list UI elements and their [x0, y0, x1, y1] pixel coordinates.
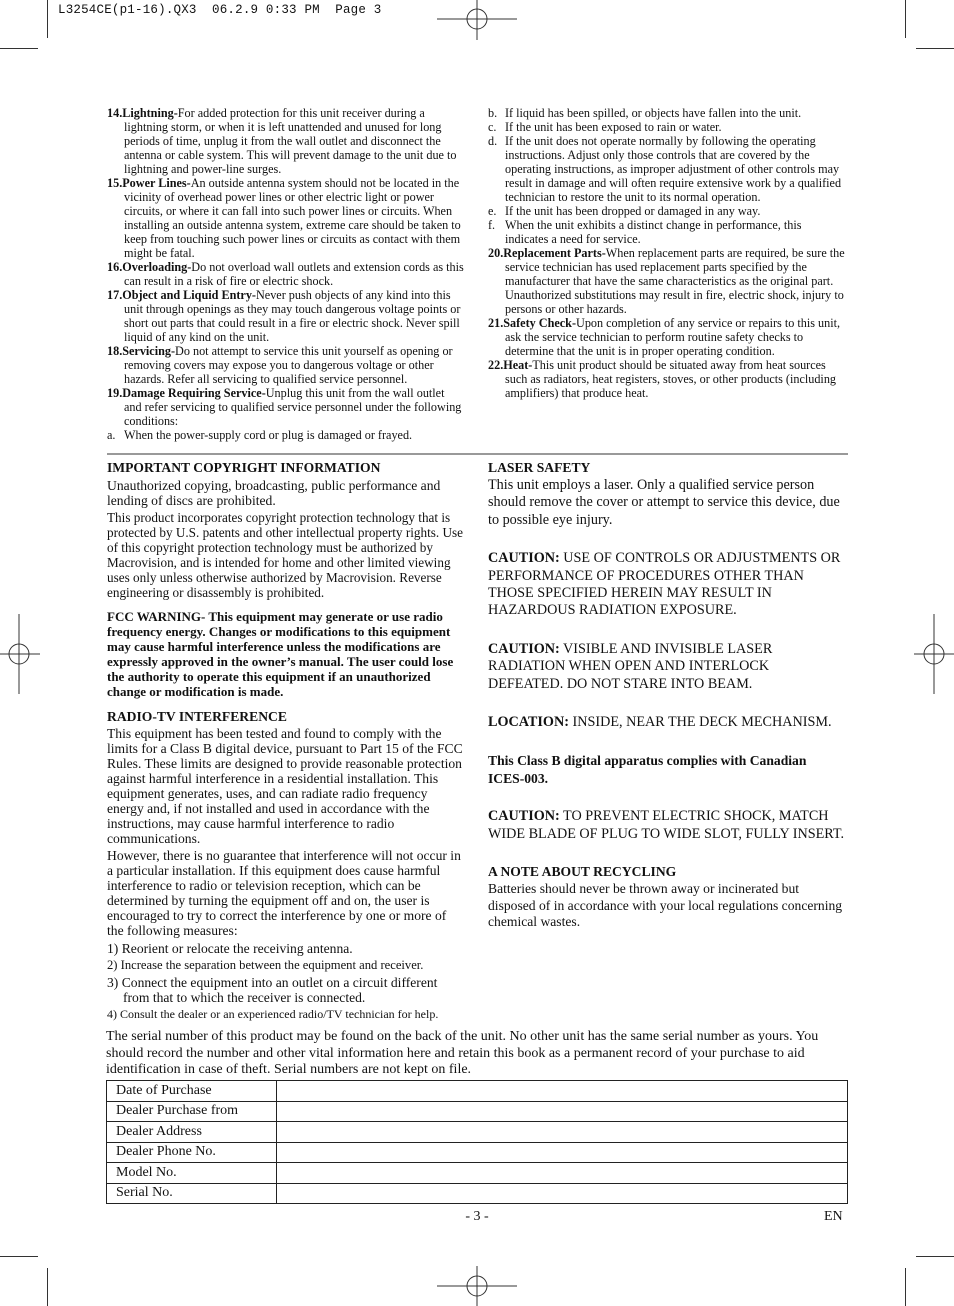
copyright-paragraph: Unauthorized copying, broadcasting, public performance and lending of discs are prohibited. [107, 478, 441, 508]
safety-item: 18.Servicing-Do not attempt to service this unit yourself as opening or removing covers may expose you to dangerous voltage or other hazards. Refer all servicing to qualified service personnel. [107, 344, 453, 386]
laser-safety-column [488, 460, 846, 931]
crop-mark [916, 1256, 954, 1257]
caution-block: CAUTION: TO PREVENT ELECTRIC SHOCK, MATCH WIDE BLADE OF PLUG TO WIDE SLOT, FULLY INSERT. [488, 808, 845, 842]
record-label: Dealer Address [107, 1122, 277, 1143]
crop-mark [47, 1268, 48, 1306]
table-row [107, 1163, 848, 1184]
measure-item: 2) Increase the separation between the equipment and receiver. [107, 958, 424, 972]
table-row [107, 1122, 848, 1143]
crop-mark [0, 48, 38, 49]
condition-item: b. If liquid has been spilled, or objects have fallen into the unit. [488, 106, 802, 120]
record-label: Serial No. [107, 1183, 277, 1204]
record-label: Dealer Purchase from [107, 1101, 277, 1122]
copyright-fcc-column [107, 460, 465, 1022]
radio-tv-paragraph: However, there is no guarantee that interference will not occur in a particular installation. If this equipment does cause harmful interference to radio or television reception, which can be determined by turning the equipment off and on, the user is encouraged to try to correct the interference by one or more of the following measures: [107, 848, 461, 938]
condition-item: c. If the unit has been exposed to rain or water. [488, 120, 722, 134]
crop-mark [905, 0, 906, 38]
safety-item: 15.Power Lines-An outside antenna system should not be located in the vicinity of overhead power lines or other electric light or power circuits, or where it can fall into such power lines or circuits. When installing an outside antenna system, extreme care should be taken to keep from touching such power lines or circuits as contact with them might be fatal. [107, 176, 461, 260]
measure-item: 1) Reorient or relocate the receiving antenna. [107, 941, 353, 956]
registration-mark-icon [914, 614, 954, 694]
purchase-record-table [106, 1080, 848, 1204]
record-label: Model No. [107, 1163, 277, 1184]
condition-item: d. If the unit does not operate normally by following the operating instructions. Adjust only those controls that are covered by the operating instructions, as improper adjustment of other controls may result in damage and will often require extensive work by a qualified technician to restore the unit to its normal operation. [488, 134, 842, 204]
fcc-warning: FCC WARNING- This equipment may generate or use radio frequency energy. Changes or modifications to this equipment may cause harmful interference unless the modifications are expressly approved in the owner’s manual. The user could lose the authority to operate this equipment if an unauthorized change or modification is made. [107, 609, 454, 699]
table-row [107, 1081, 848, 1102]
crop-mark [905, 1268, 906, 1306]
radio-tv-paragraph: This equipment has been tested and found to comply with the limits for a Class B digital device, pursuant to Part 15 of the FCC Rules. These limits are designed to provide reasonable protection against harmful interference in a residential installation. This equipment generates, uses, and can radiate radio frequency energy and, if not installed and used in accordance with the instructions, may cause harmful interference to radio communications. [107, 726, 463, 846]
record-entry-field[interactable] [277, 1183, 848, 1204]
language-code: EN [824, 1209, 843, 1224]
table-row [107, 1183, 848, 1204]
safety-item: 19.Damage Requiring Service-Unplug this unit from the wall outlet and refer servicing to qualified service personnel under the following conditions: [107, 386, 462, 428]
section-divider [107, 453, 848, 455]
measure-item: 3) Connect the equipment into an outlet on a circuit different from that to which the receiver is connected. [107, 975, 438, 1005]
measure-item: 4) Consult the dealer or an experienced radio/TV technician for help. [107, 1007, 439, 1021]
caution-block: CAUTION: VISIBLE AND INVISIBLE LASER RADIATION WHEN OPEN AND INTERLOCK DEFEATED. DO NOT STARE INTO BEAM. [488, 640, 773, 692]
copyright-paragraph: This product incorporates copyright protection technology that is protected by U.S. patents and other intellectual property rights. Use of this copyright protection technology must be authorized by Macrovision, and is intended for home and other limited viewing uses only unless otherwise authorized by Macrovision. Reverse engineering or disassembly is prohibited. [107, 510, 463, 600]
print-slug: L3254CE(p1-16).QX3 06.2.9 0:33 PM Page 3 [58, 3, 382, 17]
caution-block: CAUTION: USE OF CONTROLS OR ADJUSTMENTS OR PERFORMANCE OF PROCEDURES OTHER THAN THOSE SPECIFIED HEREIN MAY RESULT IN HAZARDOUS RADIATION EXPOSURE. [488, 550, 841, 619]
crop-mark [916, 48, 954, 49]
registration-mark-icon [437, 1266, 517, 1306]
safety-instructions-left [107, 106, 465, 442]
record-entry-field[interactable] [277, 1081, 848, 1102]
safety-item: 20.Replacement Parts-When replacement parts are required, be sure the service technician has used replacement parts specified by the manufacturer that have the same characteristics as the original part. Unauthorized substitutions may result in fire, electric shock, injury to persons or other hazards. [488, 246, 845, 316]
location-block: LOCATION: INSIDE, NEAR THE DECK MECHANISM. [488, 714, 832, 731]
page-number: - 3 - [465, 1209, 489, 1224]
safety-item: 17.Object and Liquid Entry-Never push objects of any kind into this unit through openings as they may touch dangerous voltage points or short out parts that could result in a fire or electric shock. Never spill liquid of any kind on the unit. [107, 288, 461, 344]
record-entry-field[interactable] [277, 1122, 848, 1143]
safety-item: 16.Overloading-Do not overload wall outlets and extension cords as this can result in a risk of fire or electric shock. [107, 260, 464, 288]
registration-mark-icon [0, 614, 40, 694]
record-label: Dealer Phone No. [107, 1142, 277, 1163]
crop-mark [47, 0, 48, 38]
serial-number-note: The serial number of this product may be found on the back of the unit. No other unit has the same serial number as yours. You should record the number and other vital information here and retain this book as a permanent record of your purchase to aid identification in case of theft. Serial numbers are not kept on file. [106, 1029, 819, 1077]
recycling-heading: A NOTE ABOUT RECYCLING [488, 864, 677, 880]
table-row [107, 1101, 848, 1122]
record-label: Date of Purchase [107, 1081, 277, 1102]
recycling-text: Batteries should never be thrown away or incinerated but disposed of in accordance with your local regulations concerning chemical wastes. [488, 881, 843, 930]
crop-mark [0, 1256, 38, 1257]
condition-item: a. When the power-supply cord or plug is damaged or frayed. [107, 428, 413, 442]
laser-heading: LASER SAFETY [488, 460, 591, 475]
radio-tv-heading: RADIO-TV INTERFERENCE [107, 709, 287, 724]
copyright-heading: IMPORTANT COPYRIGHT INFORMATION [107, 460, 381, 475]
record-entry-field[interactable] [277, 1163, 848, 1184]
safety-item: 22.Heat-This unit product should be situated away from heat sources such as radiators, heat registers, stoves, or other products (including amplifiers) that produce heat. [488, 358, 837, 400]
safety-item: 14.Lightning-For added protection for this unit receiver during a lightning storm, or when it is left unattended and unused for long periods of time, unplug it from the wall outlet and disconnect the antenna or cable system. This will prevent damage to the unit due to lightning and power-line surges. [107, 106, 457, 176]
safety-item: 21.Safety Check-Upon completion of any service or repairs to this unit, ask the service technician to perform routine safety checks to determine that the unit is in proper operating condition. [488, 316, 841, 358]
condition-item: e. If the unit has been dropped or damaged in any way. [488, 204, 761, 218]
condition-item: f. When the unit exhibits a distinct change in performance, this indicates a need for service. [488, 218, 802, 246]
safety-instructions-right [488, 106, 846, 400]
table-row [107, 1142, 848, 1163]
registration-mark-icon [437, 0, 517, 40]
record-entry-field[interactable] [277, 1142, 848, 1163]
laser-paragraph: This unit employs a laser. Only a qualified service person should remove the cover or attempt to service this device, due to possible eye injury. [488, 477, 840, 528]
record-entry-field[interactable] [277, 1101, 848, 1122]
canadian-compliance: This Class B digital apparatus complies with Canadian ICES-003. [488, 753, 807, 786]
